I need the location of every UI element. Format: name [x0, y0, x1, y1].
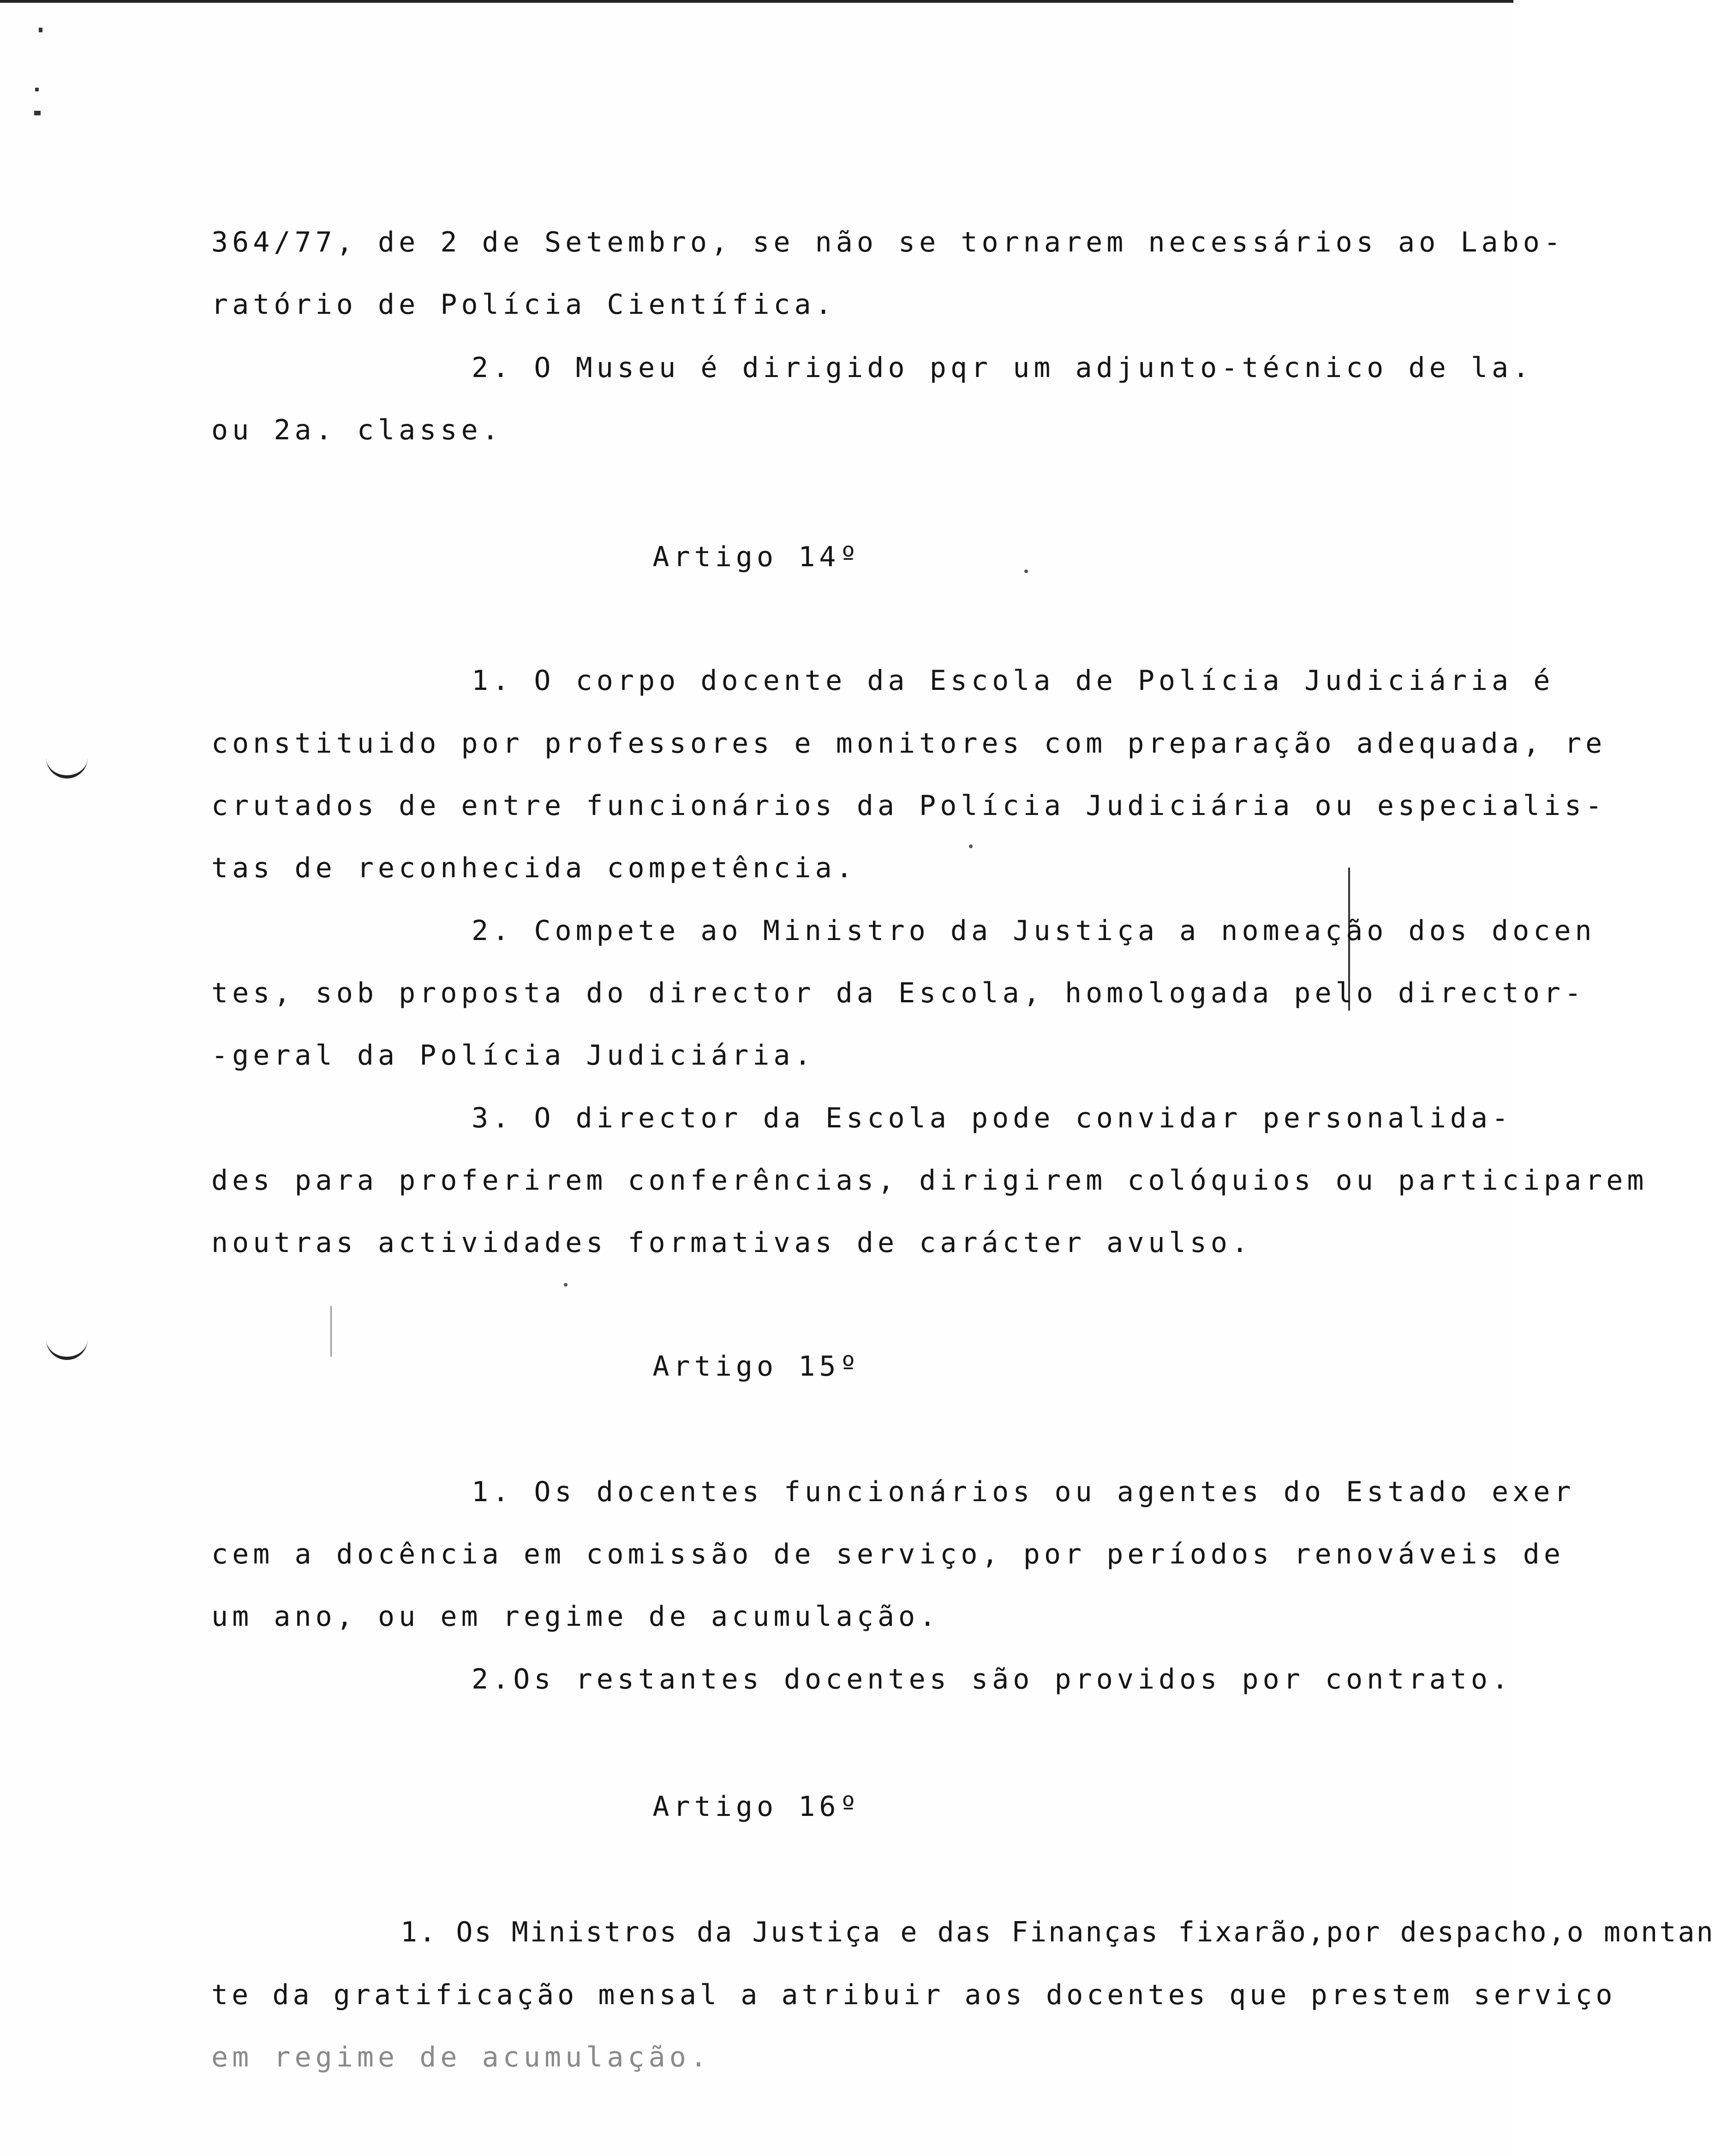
text-line: constituido por professores e monitores com preparação adequada, re: [211, 727, 1607, 760]
ink-dot: [969, 844, 973, 848]
text-line: tes, sob proposta do director da Escola, homologada pelo director-: [211, 977, 1586, 1009]
text-line: 364/77, de 2 de Setembro, se não se tornarem necessários ao Labo-: [211, 226, 1565, 258]
top-border-rule: [0, 0, 1513, 3]
text-line: 2. O Museu é dirigido pqr um adjunto-técnico de la.: [472, 352, 1534, 384]
text-line: um ano, ou em regime de acumulação.: [211, 1600, 940, 1633]
text-line: 3. O director da Escola pode convidar personalida-: [472, 1102, 1513, 1134]
text-line: cem a docência em comissão de serviço, por períodos renováveis de: [211, 1538, 1565, 1570]
text-line: 1. O corpo docente da Escola de Polícia Judiciária é: [472, 665, 1554, 697]
scan-speck: [39, 28, 42, 32]
binder-punch-mark: [46, 757, 88, 779]
article-heading: Artigo 16º: [652, 1791, 861, 1823]
text-line: ratório de Polícia Científica.: [211, 288, 836, 321]
text-line: em regime de acumulação.: [211, 2041, 711, 2073]
text-line: crutados de entre funcionários da Polícia Judiciária ou especialis-: [211, 790, 1607, 822]
text-line: noutras actividades formativas de carácter avulso.: [211, 1227, 1253, 1259]
text-line: 1. Os docentes funcionários ou agentes do Estado exer: [472, 1476, 1575, 1508]
text-line: 2. Compete ao Ministro da Justiça a nomeação dos docen: [472, 915, 1596, 947]
text-line: 1. Os Ministros da Justiça e das Finanças fixarão,por despacho,o montan: [400, 1916, 1715, 1948]
scan-speck: [34, 111, 41, 115]
margin-pen-line: [330, 1306, 332, 1357]
article-heading: Artigo 15º: [652, 1350, 861, 1383]
text-line: ou 2a. classe.: [211, 414, 503, 446]
text-line: des para proferirem conferências, dirigirem colóquios ou participarem: [211, 1164, 1648, 1197]
text-line: -geral da Polícia Judiciária.: [211, 1039, 815, 1072]
scan-speck: [35, 88, 39, 91]
ink-dot: [564, 1283, 568, 1287]
text-line: tas de reconhecida competência.: [211, 852, 857, 884]
text-line: 2.Os restantes docentes são providos por contrato.: [472, 1663, 1513, 1695]
article-heading: Artigo 14º: [652, 541, 861, 573]
text-line: te da gratificação mensal a atribuir aos docentes que prestem serviço: [211, 1979, 1616, 2011]
